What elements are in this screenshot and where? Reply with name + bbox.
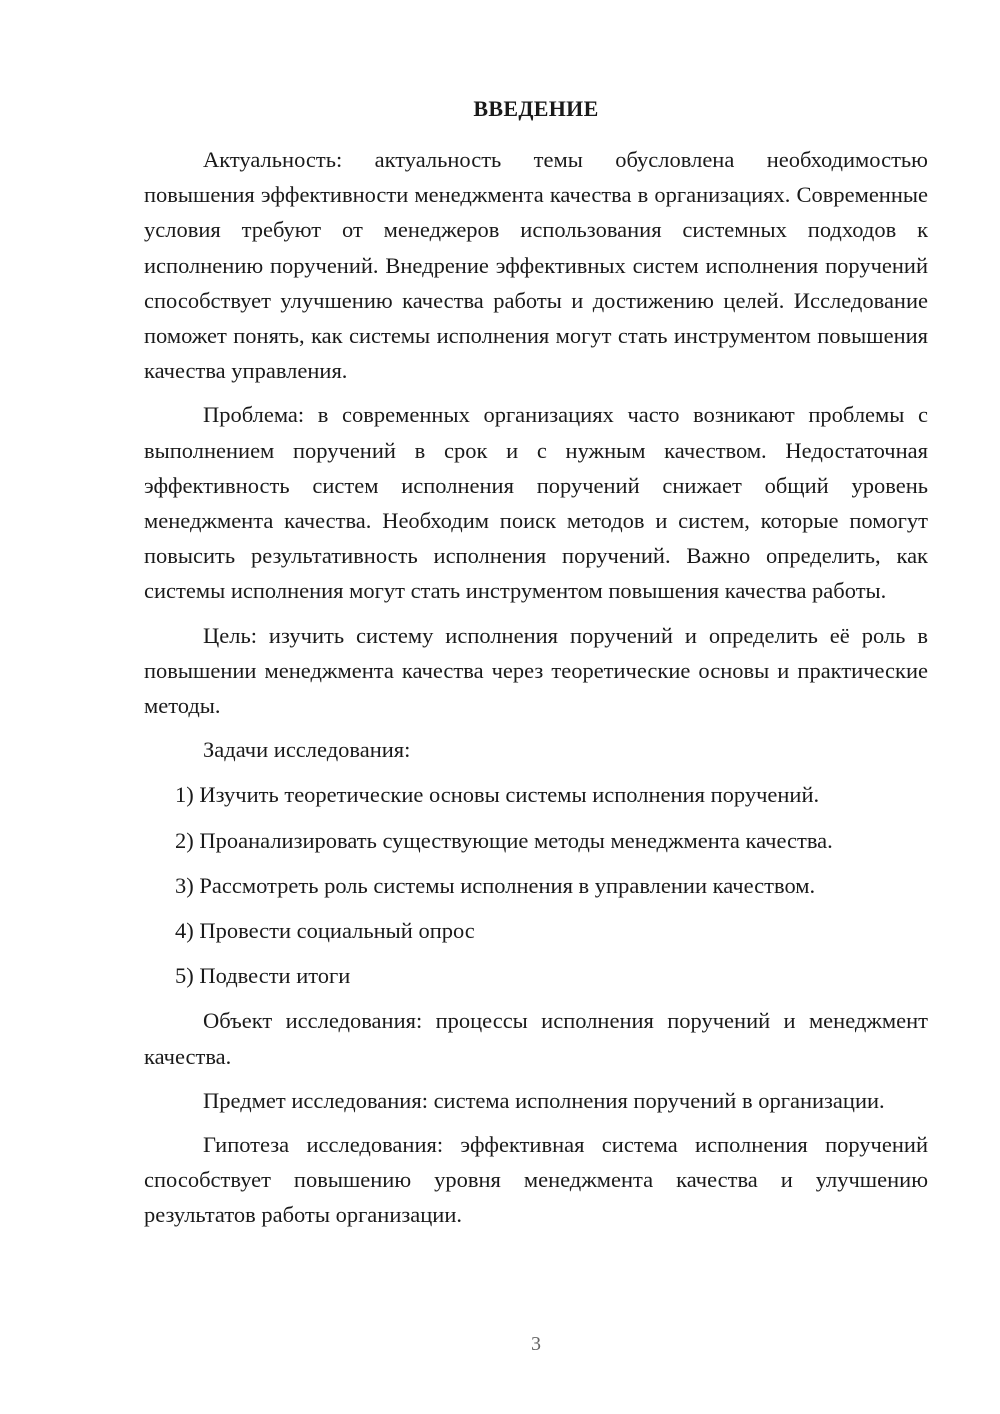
tasks-title: Задачи исследования: (203, 737, 411, 763)
paragraph-object: Объект исследования: процессы исполнения поручений и менеджмент качества. (144, 1008, 928, 1069)
tasks-list (144, 777, 928, 993)
list-item: 4) Провести социальный опрос (175, 918, 475, 944)
list-item: 3) Рассмотреть роль системы исполнения в управлении качеством. (175, 872, 816, 898)
page-number: 3 (531, 1333, 541, 1355)
list-item: 5) Подвести итоги (175, 963, 351, 989)
paragraph-goal: Цель: изучить систему исполнения поручений и определить её роль в повышении менеджмента качества через теоретические основы и практические методы. (144, 622, 928, 719)
paragraph-relevance: Актуальность: актуальность темы обусловлена необходимостью повышения эффективности менеджмента качества в организациях. Современные условия требуют от менеджеров использования системных подходов к исполнению поручений. Внедрение эффективных систем исполнения поручений способствует улучшению качества работы и достижению целей. Исследование поможет понять, как системы исполнения могут стать инструментом повышения качества управления. (144, 147, 928, 384)
paragraph-subject: Предмет исследования: система исполнения поручений в организации. (203, 1087, 885, 1113)
paragraph-hypothesis: Гипотеза исследования: эффективная система исполнения поручений способствует повышению уровня менеджмента качества и улучшению результатов работы организации. (144, 1132, 928, 1228)
body-text (144, 142, 928, 1242)
paragraph-problem: Проблема: в современных организациях часто возникают проблемы с выполнением поручений в срок и с нужным качеством. Недостаточная эффективность систем исполнения поручений снижает общий уровень менеджмента качества. Необходим поиск методов и систем, которые помогут повысить результативность исполнения поручений. Важно определить, как системы исполнения могут стать инструментом повышения качества работы. (144, 402, 928, 604)
list-item: 1) Изучить теоретические основы системы исполнения поручений. (175, 782, 820, 808)
list-item: 2) Проанализировать существующие методы менеджмента качества. (175, 827, 833, 853)
section-heading: ВВЕДЕНИЕ (473, 96, 599, 121)
